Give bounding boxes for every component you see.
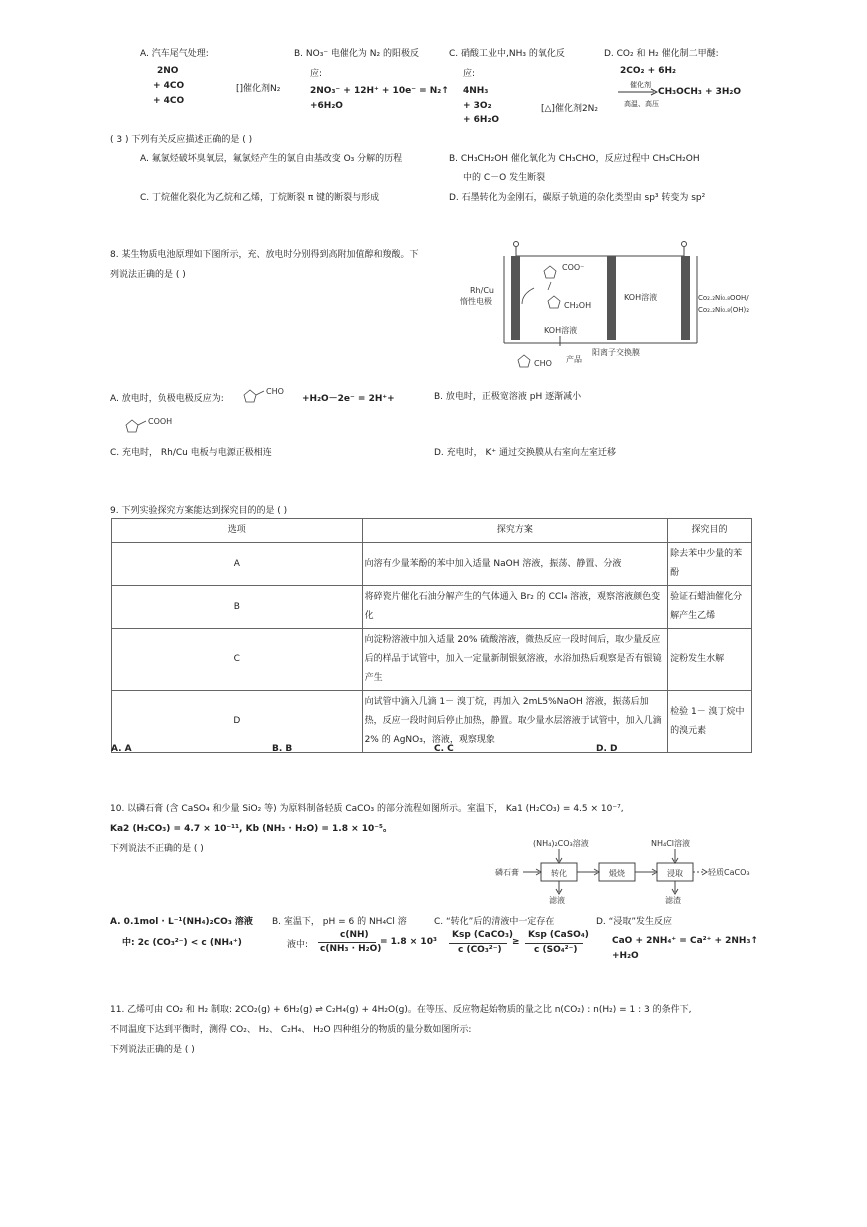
q10-option-b-numerator: c(NH): [340, 930, 369, 940]
fig-ch2oh-label: CH₂OH: [564, 301, 592, 310]
header-plan: 探究方案: [362, 519, 668, 543]
q7-c-line3: 4NH₃: [463, 86, 489, 96]
q9-choice-b: B. B: [272, 744, 293, 754]
q10-option-d-line2: CaO + 2NH₄⁺ = Ca²⁺ + 2NH₃↑: [612, 936, 758, 946]
q10-stem-line1: 10. 以磷石膏 (含 CaSO₄ 和少量 SiO₂ 等) 为原料制备轻质 CaCO₃ 的部分流程如图所示。室温下， Ka1 (H₂CO₃) = 4.5 × 10⁻⁷,: [110, 804, 624, 814]
q8-option-b: B. 放电时，正极宽溶液 pH 逐渐减小: [434, 392, 582, 402]
fig-rhcu-label: Rh/Cu: [470, 286, 494, 295]
header-option: 选项: [112, 519, 363, 543]
q9-choice-d: D. D: [596, 744, 618, 754]
row-purpose: 除去苯中少量的苯酚: [668, 543, 752, 586]
left-electrode: [511, 256, 520, 340]
flow-box2: 煅烧: [609, 869, 625, 878]
q8-stem-line1: 8. 某生物质电池原理如下图所示，充、放电时分别得到高附加值醇和羧酸。下: [110, 250, 419, 260]
flow-out1: 滤液: [549, 896, 565, 904]
q8-battery-diagram: [452, 238, 762, 373]
table-row: [112, 586, 752, 629]
row-option: D: [112, 691, 363, 753]
row-option: B: [112, 586, 363, 629]
q9-stem: 9. 下列实验探究方案能达到探究目的的是 ( ): [110, 506, 288, 516]
q10-option-a-line2: 中: 2c (CO₃²⁻) < c (NH₄⁺): [122, 938, 242, 948]
q7-3-option-d: D. 石墨转化为金刚石，碳原子轨道的杂化类型由 sp³ 转变为 sp²: [449, 193, 706, 203]
q7-3-option-c: C. 丁烷催化裂化为乙烷和乙烯，丁烷断裂 π 键的断裂与形成: [140, 193, 380, 203]
q10-flow-diagram: [493, 836, 765, 904]
q7-d-line2: 2CO₂ + 6H₂: [620, 66, 677, 76]
q8-option-d: D. 充电时， K⁺ 通过交换膜从右室向左室迁移: [434, 448, 617, 458]
fig-electrode-label: 惰性电极: [460, 297, 492, 306]
flow-start: 磷石膏: [495, 868, 519, 877]
q11-stem-line1: 11. 乙烯可由 CO₂ 和 H₂ 制取: 2CO₂(g) + 6H₂(g) ⇌ C₂H₄(g) + 4H₂O(g)。在等压、反应物起始物质的量之比 n(CO₂) : n(H₂) = 1 : 3 的条件下,: [110, 1005, 692, 1015]
q7-c-line5: + 6H₂O: [463, 115, 500, 125]
q7-d-catalyst-bottom: 高温、高压: [624, 100, 659, 108]
left-terminal-icon: [514, 242, 519, 247]
table-row: [112, 629, 752, 691]
q11-stem-line3: 下列说法正确的是 ( ): [110, 1045, 195, 1055]
q10-option-c-num2: Ksp (CaSO₄): [528, 930, 589, 940]
fig-coni-ooh-label: Co₂.₂Ni₀.₈OOH/: [698, 294, 749, 302]
q7-b-label: B. NO₃⁻ 电催化为 N₂ 的阳极反: [294, 49, 419, 59]
q7-c-line2: 应:: [463, 69, 476, 79]
table-header-row: [112, 519, 752, 543]
q10-option-c-num1: Ksp (CaCO₃): [452, 930, 514, 940]
q7-b-line4: +6H₂O: [310, 101, 343, 111]
q7-3-stem: ( 3 ) 下列有关反应描述正确的是 ( ): [110, 135, 253, 145]
right-electrode: [681, 256, 690, 340]
q7-c-label: C. 硝酸工业中,NH₃ 的氧化反: [449, 49, 565, 59]
q9-table: [111, 518, 752, 753]
flow-box3: 浸取: [667, 869, 683, 878]
header-purpose: 探究目的: [668, 519, 752, 543]
membrane: [607, 256, 616, 340]
q7-d-catalyst-top: 催化剂: [630, 81, 651, 89]
q10-option-c-den1: c (CO₃²⁻): [458, 945, 502, 955]
q7-c-line4: + 3O₂: [463, 101, 492, 111]
row-plan: 向淀粉溶液中加入适量 20% 硫酸溶液，微热反应一段时间后，取少量反应后的样品于试管中，加入一定量新制银氨溶液，水浴加热后观察是否有银镜产生: [362, 629, 668, 691]
q7-3-option-b-line1: B. CH₃CH₂OH 催化氧化为 CH₃CHO，反应过程中 CH₃CH₂OH: [449, 154, 700, 164]
fig-koh-right-label: KOH溶液: [624, 293, 658, 302]
q10-option-c-line1: C. “转化”后的清液中一定存在: [434, 917, 555, 927]
q10-option-a-line1: A. 0.1mol · L⁻¹(NH₄)₂CO₃ 溶液: [110, 917, 253, 927]
fig-koh-left-label: KOH溶液: [544, 326, 578, 335]
q7-b-equation: 2NO₃⁻ + 12H⁺ + 10e⁻ = N₂↑: [310, 86, 449, 96]
q7-b-line2: 应:: [310, 69, 323, 79]
q8-a-cho-text: CHO: [266, 387, 284, 396]
q10-stem-line3: 下列说法不正确的是 ( ): [110, 844, 204, 854]
q9-choice-a: A. A: [111, 744, 132, 754]
q7-d-arrow: [618, 88, 658, 96]
flow-box1: 转化: [551, 869, 567, 878]
q8-stem-line2: 列说法正确的是 ( ): [110, 270, 186, 280]
q10-option-d-line1: D. “浸取”发生反应: [596, 917, 672, 927]
row-purpose: 检验 1－ 溴丁烷中的溴元素: [668, 691, 752, 753]
q8-a-cooh-text: COOH: [148, 417, 173, 426]
fig-product-label: 产品: [566, 355, 582, 364]
q8-option-a-prefix: A. 放电时，负极电极反应为:: [110, 394, 224, 404]
table-row: [112, 691, 752, 753]
q8-option-a-middle: +H₂O－2e⁻ = 2H⁺+: [302, 394, 395, 404]
row-option: C: [112, 629, 363, 691]
q11-stem-line2: 不同温度下达到平衡时，测得 CO₂、 H₂、 C₂H₄、 H₂O 四种组分的物质的量分数如图所示:: [110, 1025, 472, 1035]
q8-option-a-furfural: [240, 383, 302, 405]
q9-choice-c: C. C: [434, 744, 454, 754]
fig-coo-label: COO⁻: [562, 263, 585, 272]
row-purpose: 淀粉发生水解: [668, 629, 752, 691]
q8-option-c: C. 充电时， Rh/Cu 电板与电源正极相连: [110, 448, 272, 458]
row-purpose: 验证石蜡油催化分解产生乙烯: [668, 586, 752, 629]
flow-reagent1: (NH₄)₂CO₃溶液: [533, 839, 589, 848]
q10-option-c-den2: c (SO₄²⁻): [534, 945, 578, 955]
q7-d-label: D. CO₂ 和 H₂ 催化制二甲醚:: [604, 49, 719, 59]
flow-reagent2: NH₄Cl溶液: [651, 839, 691, 848]
table-row: [112, 543, 752, 586]
fig-coni-oh-label: Co₂.₂Ni₀.₈(OH)₂: [698, 306, 750, 314]
q7-3-option-b-line2: 中的 C－O 发生断裂: [463, 173, 546, 183]
q7-a-label: A. 汽车尾气处理:: [140, 49, 209, 59]
q7-a-line3: + 4CO: [153, 96, 185, 106]
q7-d-product: CH₃OCH₃ + 3H₂O: [658, 87, 742, 97]
q7-a-catalyst: []催化剂N₂: [236, 84, 281, 94]
flow-end: 轻质CaCO₃: [708, 868, 750, 877]
fig-membrane-label: 阳离子交换膜: [592, 348, 640, 357]
q10-option-b-denominator: c(NH₃ · H₂O): [320, 944, 382, 954]
q7-a-line1: 2NO: [157, 66, 179, 76]
q10-option-b-line1: B. 室温下， pH = 6 的 NH₄Cl 溶: [272, 917, 407, 927]
fig-cho-label: CHO: [534, 359, 552, 368]
row-option: A: [112, 543, 363, 586]
q8-option-a-furoic-acid: [122, 411, 192, 437]
q10-option-b-value: = 1.8 × 10³: [380, 937, 437, 947]
row-plan: 将碎瓷片催化石油分解产生的气体通入 Br₂ 的 CCl₄ 溶液，观察溶液颜色变化: [362, 586, 668, 629]
q10-option-b-prefix: 液中:: [287, 940, 309, 950]
q7-c-catalyst: [△]催化剂2N₂: [541, 104, 599, 114]
q10-option-d-line3: +H₂O: [612, 951, 639, 961]
flow-out2: 滤渣: [665, 896, 681, 904]
row-plan: 向试管中滴入几滴 1－ 溴丁烷，再加入 2mL5%NaOH 溶液，振荡后加热，反应一段时间后停止加热，静置。取少量水层溶液于试管中，加入几滴 2% 的 AgNO₃，溶液，观察现象: [362, 691, 668, 753]
q7-3-option-a: A. 氟氯烃破坏臭氧层，氟氯烃产生的氯自由基改变 O₃ 分解的历程: [140, 154, 403, 164]
row-plan: 向溶有少量苯酚的苯中加入适量 NaOH 溶液，振荡、静置、分液: [362, 543, 668, 586]
q7-a-line2: + 4CO: [153, 81, 185, 91]
q10-option-c-relation: ≥: [512, 937, 520, 947]
right-terminal-icon: [682, 242, 687, 247]
q10-stem-line2: Ka2 (H₂CO₃) = 4.7 × 10⁻¹¹, Kb (NH₃ · H₂O) = 1.8 × 10⁻⁵。: [110, 824, 392, 834]
